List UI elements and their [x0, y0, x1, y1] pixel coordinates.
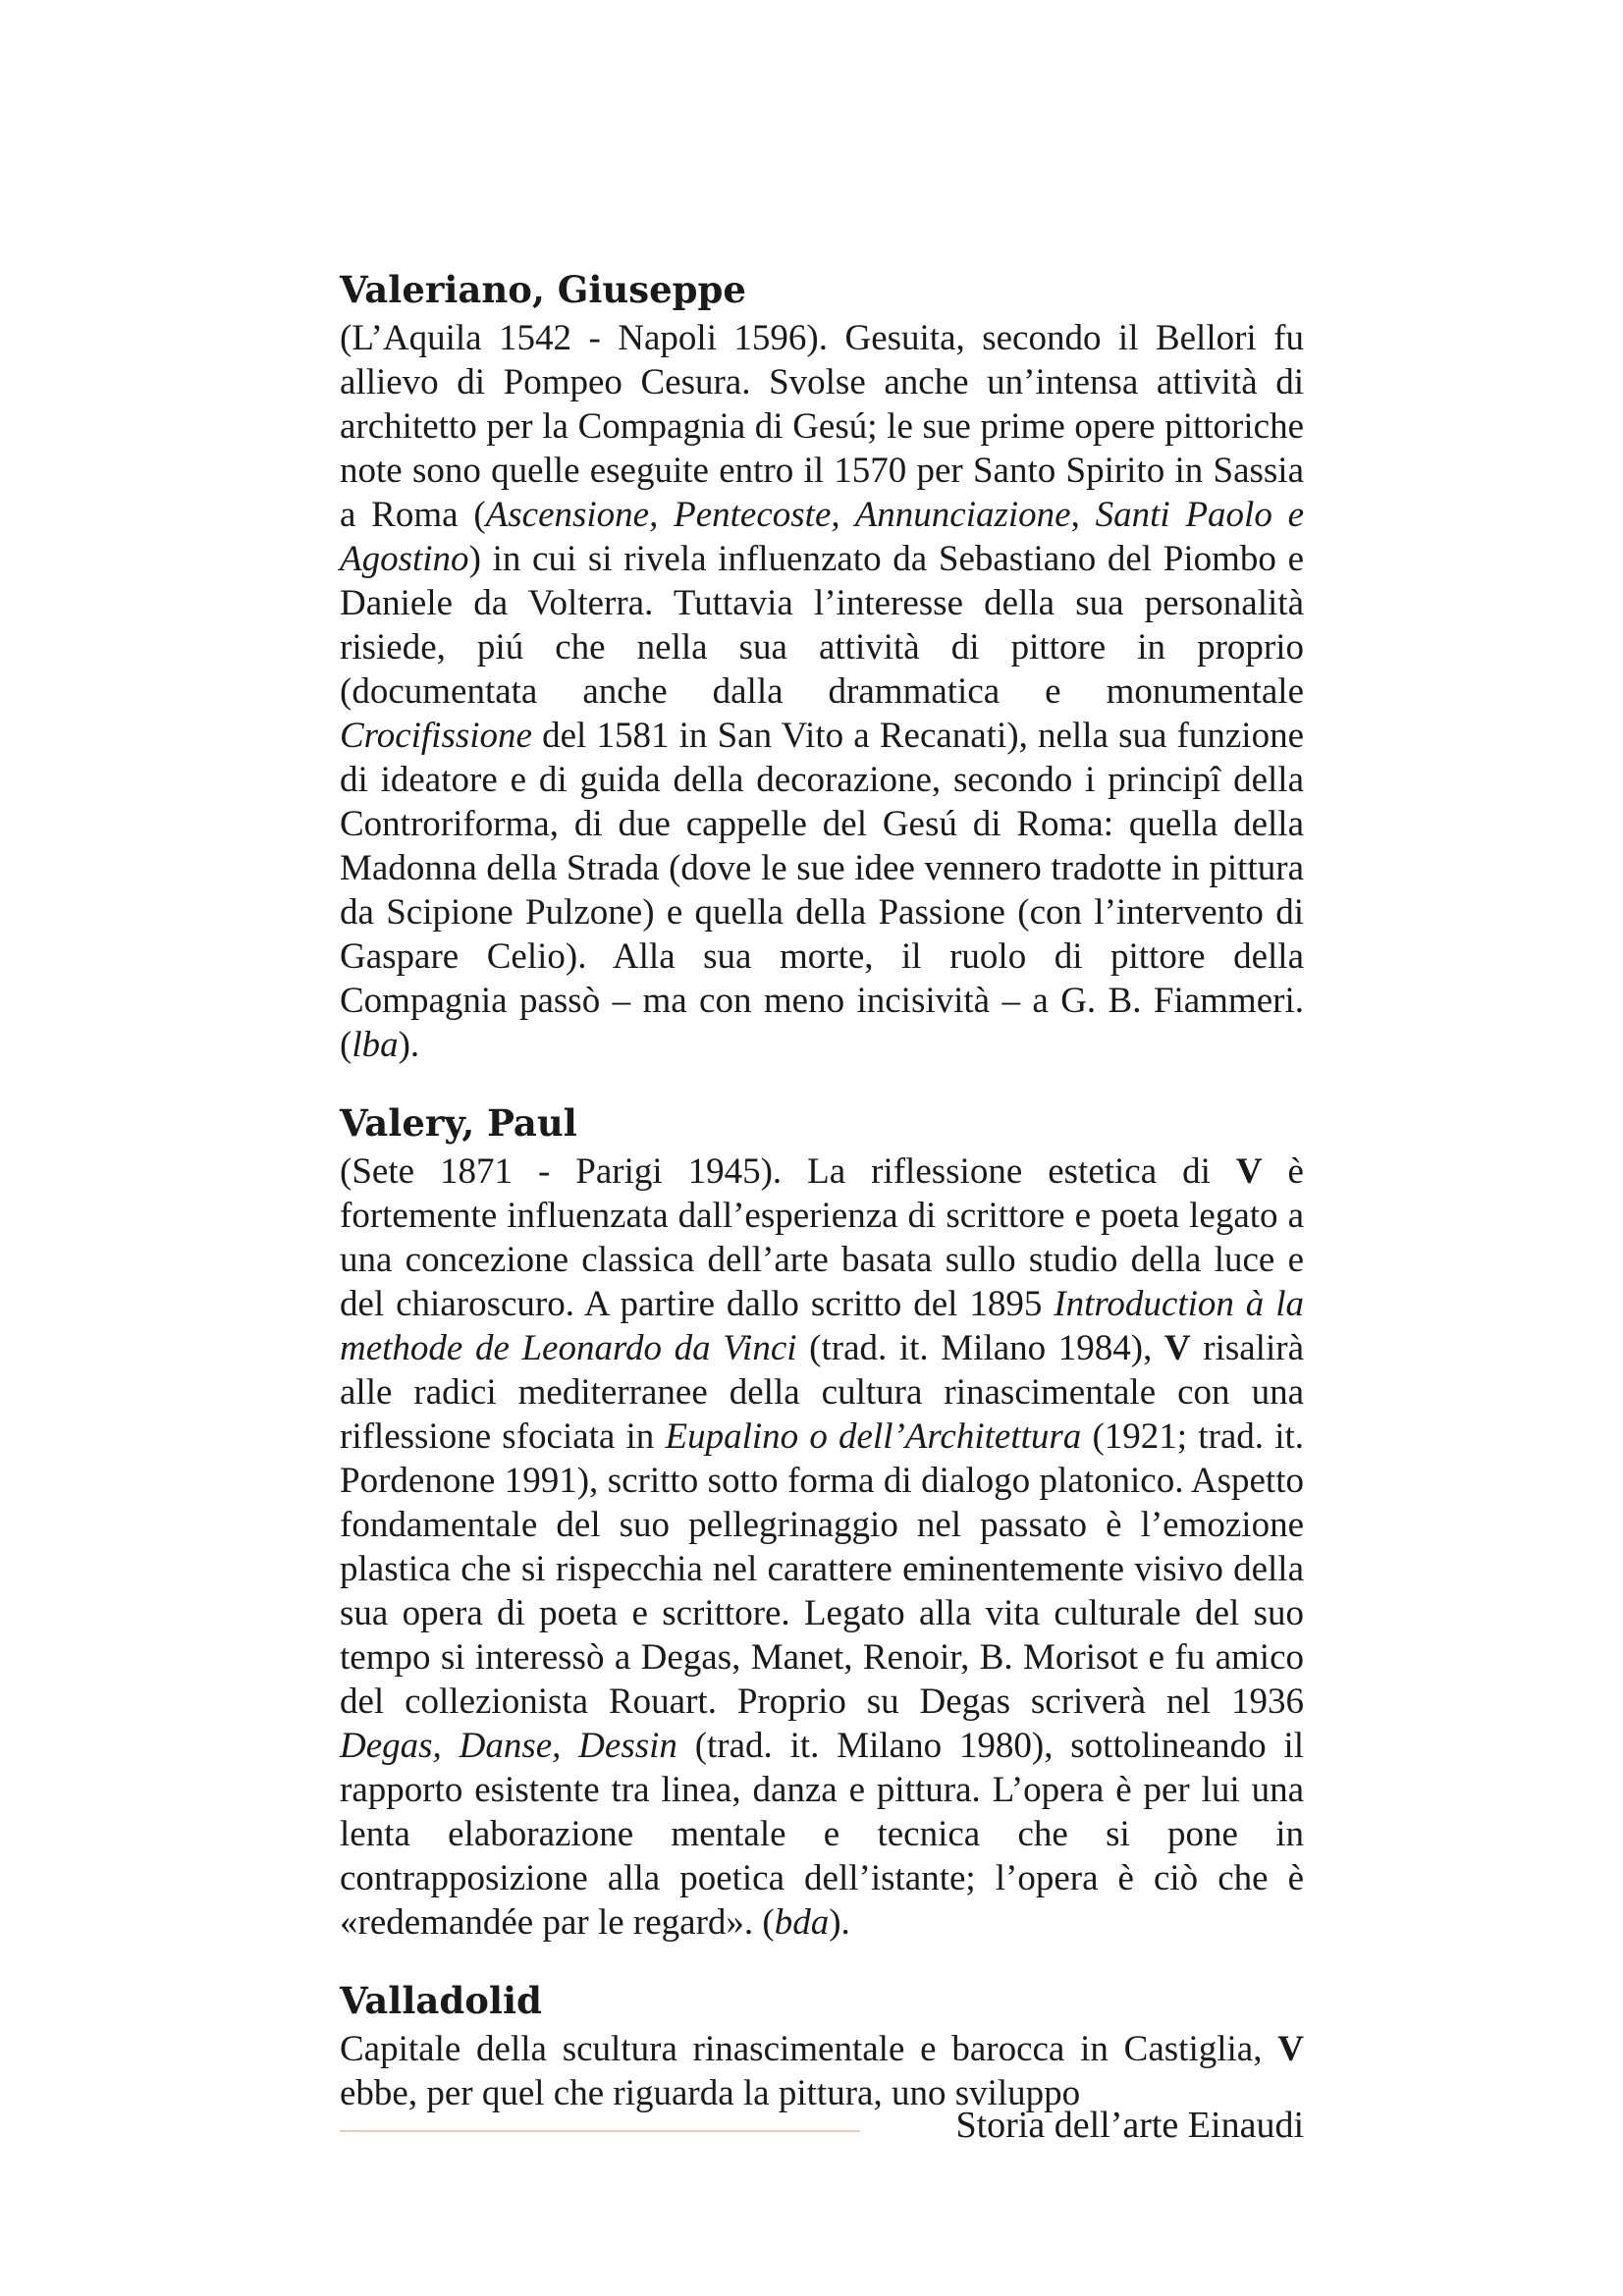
body-text: ebbe, per quel che riguarda la pittura, uno sviluppo — [340, 2073, 1081, 2113]
body-text: Capitale della scultura rinascimentale e barocca in Castiglia, — [340, 2029, 1278, 2069]
entry-valery — [340, 1100, 1304, 1945]
footer-publisher-label: Storia dell’arte Einaudi — [955, 2105, 1304, 2146]
body-text: ) in cui si rivela influenzato da Sebastiano del Piombo e Daniele da Volterra. Tuttavia l’interesse della sua personalità risiede, piú che nella sua attività di pittore in proprio (documentata anche dalla drammatica e monumentale — [340, 539, 1304, 712]
entry-title: Valladolid — [340, 1979, 542, 2022]
entry-body — [340, 316, 1304, 1067]
italic-text: Santi Paolo e Agostino — [340, 495, 1305, 579]
entry-body — [340, 1149, 1304, 1945]
italic-text: Degas, Danse, Dessin — [340, 1726, 677, 1766]
body-text: (L’Aquila 1542 - Napoli 1596). Gesuita, secondo il Bellori fu allievo di Pompeo Cesura. Svolse anche un’intensa attività di architetto per la Compagnia di Gesú; le sue prime opere pittoriche note sono quelle eseguite entro il 1570 per Santo Spirito in Sassia a Roma ( — [340, 318, 1304, 535]
page-footer — [340, 2101, 1304, 2150]
body-text: risalirà alle radici mediterranee della cultura rinascimentale con una riflessione sfociata in — [340, 1328, 1304, 1457]
entry-title: Valery, Paul — [340, 1101, 577, 1145]
italic-text: bda — [774, 1902, 830, 1943]
body-text: (Sete 1871 - Parigi 1945). La riflessione estetica di — [340, 1151, 1236, 1192]
body-text: è fortemente influenzata dall’esperienza di scrittore e poeta legato a una concezione classica dell’arte basata sullo studio della luce e del chiaroscuro. A partire dallo scritto del 1895 — [340, 1151, 1304, 1324]
italic-text: lba — [352, 1025, 399, 1065]
footer-rule — [340, 2130, 860, 2132]
italic-text: Eupalino o dell’Architettura — [665, 1416, 1082, 1457]
document-page — [340, 267, 1304, 2149]
entry-valladolid — [340, 1978, 1304, 2115]
bold-text: V — [1235, 1151, 1263, 1192]
body-text: (trad. it. Milano 1980), sottolineando il rapporto esistente tra linea, danza e pittura. L’opera è per lui una lenta elaborazione mentale e tecnica che si pone in contrapposizione alla poetica dell’istante; l’opera è ciò che è «redemandée par le regard». ( — [340, 1726, 1304, 1943]
bold-text: V — [1163, 1328, 1191, 1368]
body-text: del 1581 in San Vito a Recanati), nella sua funzione di ideatore e di guida della decorazione, secondo i principî della Controriforma, di due cappelle del Gesú di Roma: quella della Madonna della Strada (dove le sue idee vennero tradotte in pittura da Scipione Pulzone) e quella della Passione (con l’intervento di Gaspare Celio). Alla sua morte, il ruolo di pittore della Compagnia passò – ma con meno incisività – a G. B. Fiammeri. ( — [340, 716, 1304, 1065]
entry-valeriano — [340, 267, 1304, 1067]
body-text: , — [1070, 495, 1096, 535]
italic-text: Introduction à la methode de Leonardo da Vinci — [340, 1284, 1304, 1368]
body-text: ). — [398, 1025, 420, 1065]
body-text: (1921; trad. it. Pordenone 1991), scritto sotto forma di dialogo platonico. Aspetto fondamentale del suo pellegrinaggio nel passato è l’emozione plastica che si rispecchia nel carattere eminentemente visivo della sua opera di poeta e scrittore. Legato alla vita culturale del suo tempo si interessò a Degas, Manet, Renoir, B. Morisot e fu amico del collezionista Rouart. Proprio su Degas scriverà nel 1936 — [340, 1416, 1305, 1722]
entry-title: Valeriano, Giuseppe — [340, 268, 746, 311]
body-text: ). — [829, 1902, 850, 1943]
italic-text: Crocifissione — [340, 716, 532, 756]
bold-text: V — [1277, 2029, 1304, 2069]
body-text: (trad. it. Milano 1984), — [796, 1328, 1164, 1368]
italic-text: Ascensione, Pentecoste, Annunciazione — [485, 495, 1071, 535]
